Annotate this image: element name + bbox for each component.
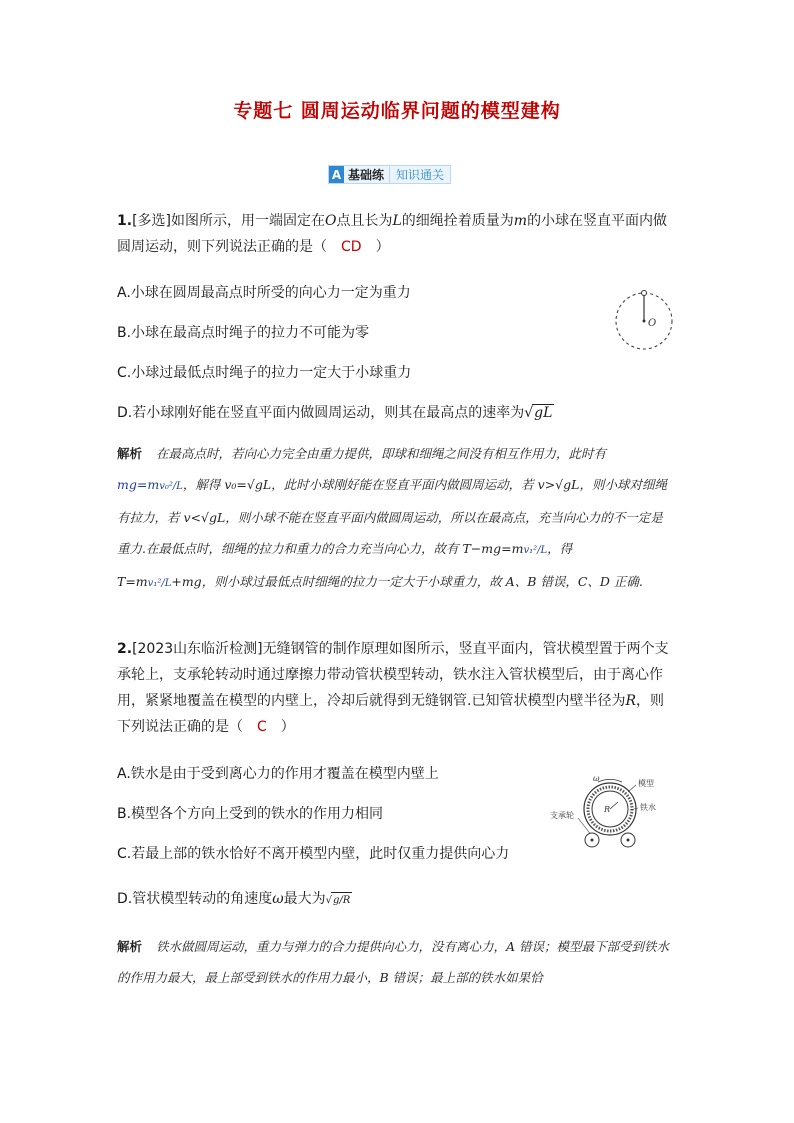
option-b: B.小球在最高点时绳子的拉力不可能为零: [117, 325, 370, 341]
question-tag: [多选]: [132, 213, 171, 229]
option-c: C.小球过最低点时绳子的拉力一定大于小球重力: [117, 365, 412, 381]
section-badge: [328, 165, 451, 184]
omega-label: ω: [593, 774, 600, 783]
section-label: 基础练: [348, 168, 385, 182]
option-text: D.管状模型转动的角速度: [117, 891, 273, 907]
math-symbol: R: [625, 693, 636, 709]
pivot-label: O: [648, 318, 657, 329]
explanation-label: 解析: [117, 446, 143, 461]
radius-label: R: [604, 805, 611, 814]
pivot-point: [643, 320, 646, 323]
answer: C: [257, 719, 267, 735]
math-symbol: L: [392, 213, 402, 229]
stem-text: 如图所示，用一端固定在: [171, 213, 325, 229]
question-2-stem: [117, 636, 677, 740]
stem-text: 点且长为: [336, 213, 393, 229]
stem-text: [2023山东临沂检测]无缝钢管的制作原理如图所示，竖直平面内，管状模型置于两个支承轮上，支承轮转动时通过摩擦力带动管状模型转动，铁水注入管状模型后，由于离心作用，紧紧地覆盖在模型的内壁上，冷却后就得到无缝钢管.已知管状模型内壁半径为: [117, 641, 669, 709]
fraction: v₁²/L: [147, 578, 172, 589]
ball-icon: [642, 291, 647, 296]
option-b: B.模型各个方向上受到的铁水的作用力相同: [117, 806, 384, 822]
option-text: 最大为: [283, 891, 326, 907]
option-c: C.若最上部的铁水恰好不离开模型内壁，此时仅重力提供向心力: [117, 846, 510, 862]
explanation-text: 铁水做圆周运动，重力与弹力的合力提供向心力，没有离心力，A 错误；模型最下部受到铁水的作用力最大，最上部受到铁水的作用力最小，B 错误；最上部的铁水如果恰: [117, 939, 670, 985]
sqrt-expression: [524, 405, 554, 421]
wheel-axle: [627, 839, 630, 842]
leader-line: [628, 785, 636, 792]
explanation-text: ，得 T=m: [117, 541, 573, 589]
math-symbol: m: [513, 213, 528, 229]
model-label: 模型: [638, 779, 654, 788]
fraction: v₀²/L: [159, 481, 183, 492]
question-number: 2.: [117, 641, 133, 657]
math-symbol: ω: [272, 891, 284, 907]
option-a: A.小球在圆周最高点时所受的向心力一定为重力: [117, 285, 411, 301]
stem-text: ）: [280, 719, 295, 735]
answer: CD: [341, 239, 362, 255]
stem-text: 的细绳拴着质量为: [401, 213, 514, 229]
option-text: D.若小球刚好能在竖直平面内做圆周运动，则其在最高点的速率为: [117, 405, 525, 421]
explanation-2: [117, 931, 673, 993]
option-d: [117, 889, 352, 911]
rotation-arrow-path: [598, 779, 622, 782]
option-a: A.铁水是由于受到离心力的作用才覆盖在模型内壁上: [117, 766, 439, 782]
stem-text: 的小球在竖直平面内做圆周运动，则下列说法正确的是（: [117, 213, 668, 255]
option-d: [117, 403, 554, 423]
wheel-label: 支承轮: [550, 811, 574, 820]
question-number: 1.: [117, 213, 133, 229]
seamless-pipe-figure: [548, 772, 668, 850]
section-letter: A: [329, 166, 344, 183]
radicand: gL: [534, 405, 553, 421]
math-symbol: O: [325, 213, 337, 229]
question-1-stem: [117, 208, 677, 260]
sqrt-expression: [326, 895, 353, 906]
section-sublabel: 知识通关: [389, 166, 450, 183]
explanation-1: [117, 438, 673, 599]
explanation-text: 在最高点时，若向心力完全由重力提供，即球和细绳之间没有相互作用力，此时有: [156, 446, 607, 461]
explanation-text: ，解得 v₀=√gL，此时小球刚好能在竖直平面内做圆周运动，若 v>√gL，则小球对细绳有拉力，若 v<√gL，则小球不能在竖直平面内做圆周运动，所以在最高点，充当向心力的不一定是重力.在最低点时，细绳的拉力和重力的合力充当向心力，故有 T−mg=m: [117, 477, 667, 556]
page-title: 专题七 圆周运动临界问题的模型建构: [233, 100, 561, 122]
radicand: g/R: [331, 892, 352, 909]
stem-text: ，则下列说法正确的是（: [117, 693, 664, 735]
explanation-label: 解析: [117, 939, 143, 954]
explanation-text: +mg，则小球过最低点时细绳的拉力一定大于小球重力，故 A、B 错误，C、D 正确.: [171, 574, 643, 589]
wheel-axle: [591, 839, 594, 842]
formula: mg=m: [117, 477, 160, 492]
stem-text: ）: [375, 239, 390, 255]
circle-pendulum-figure: [610, 288, 680, 354]
iron-label: 铁水: [640, 803, 656, 812]
fraction: v₁²/L: [523, 545, 548, 556]
